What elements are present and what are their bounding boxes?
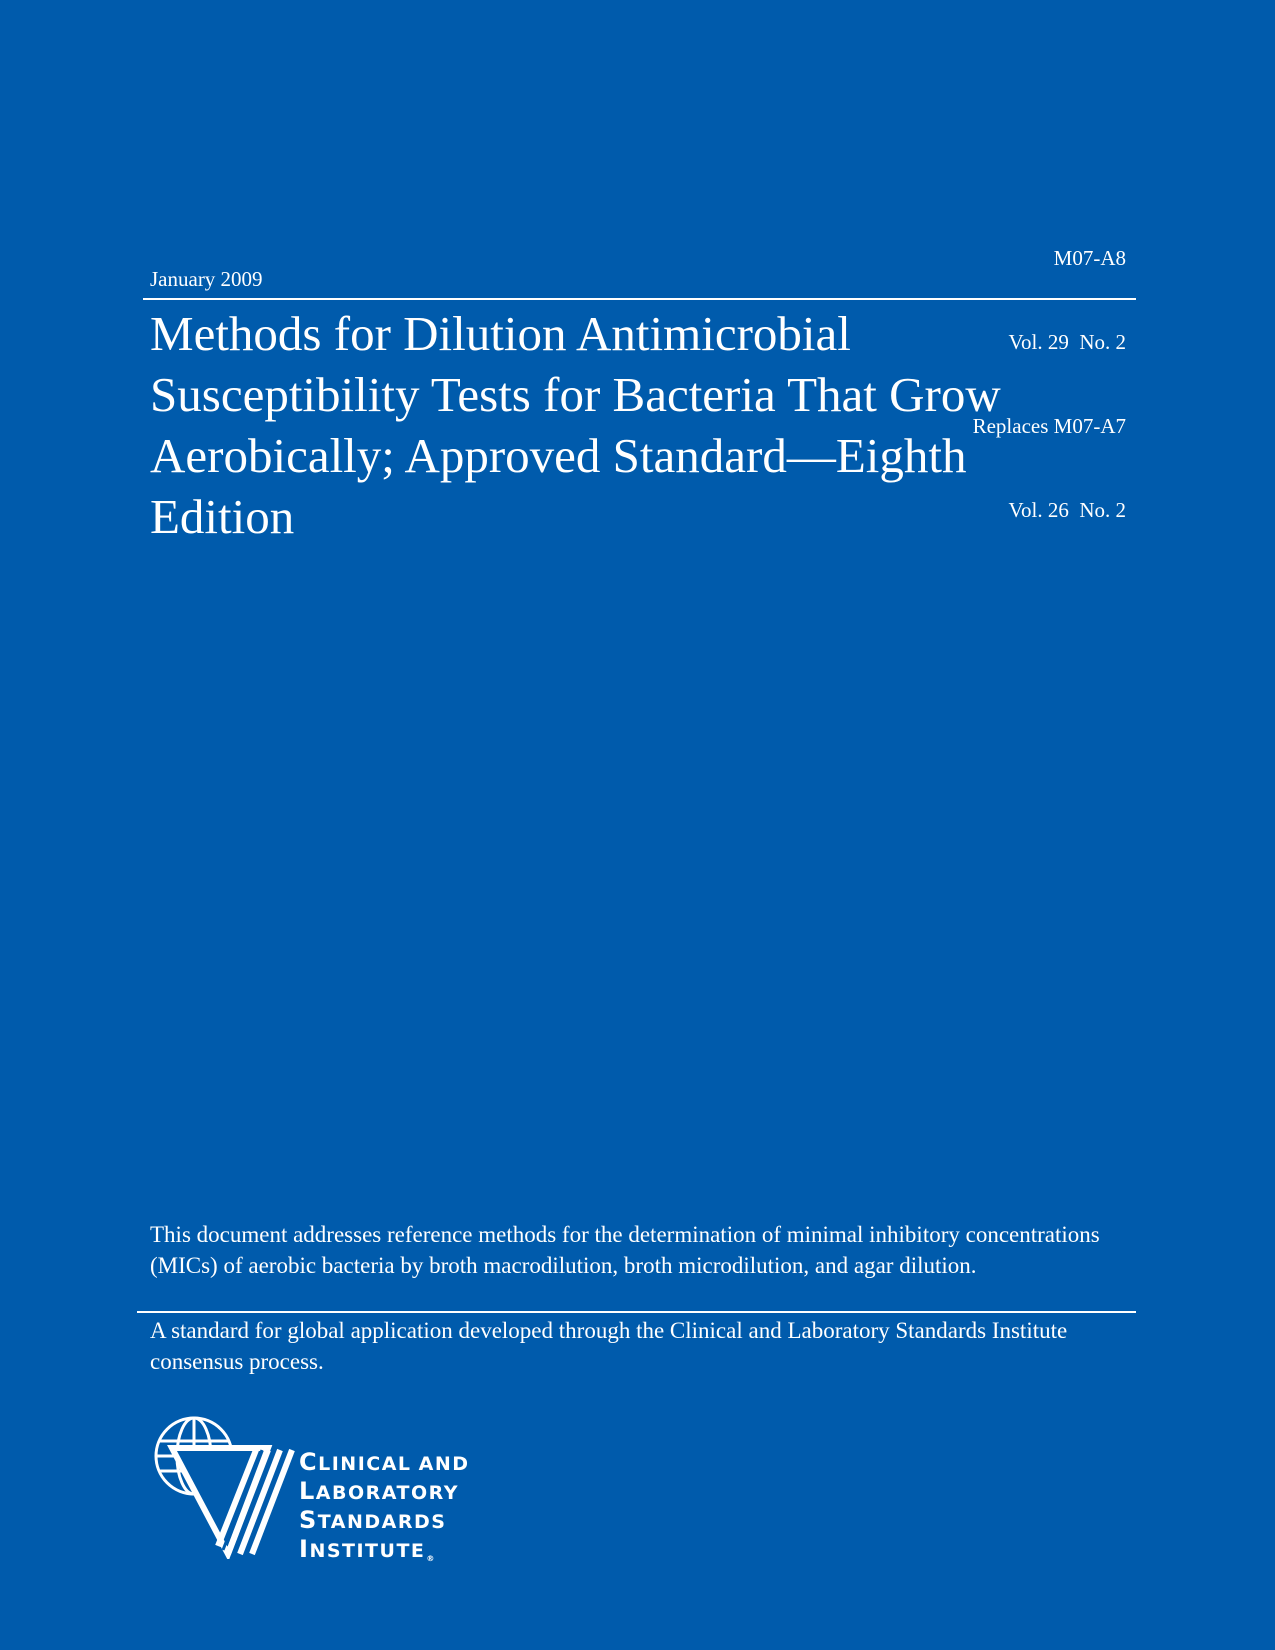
logo-line-standards: STANDARDS (299, 1506, 447, 1534)
logo-line-clinical-and: CLINICAL AND (299, 1448, 470, 1476)
document-code: M07-A8 (1053, 246, 1126, 270)
publication-date: January 2009 (150, 267, 263, 291)
document-volume: Vol. 29 No. 2 (1008, 330, 1126, 354)
clsi-logo (150, 1414, 550, 1564)
logo-line-institute: INSTITUTE® (299, 1535, 436, 1563)
clsi-logo-text (299, 1449, 470, 1565)
consensus-statement: A standard for global application developed through the Clinical and Laboratory Standards Institute consensus process. (150, 1318, 1068, 1374)
top-divider (143, 298, 1136, 300)
replaces-document: Replaces M07-A7 (972, 414, 1126, 438)
document-title: Methods for Dilution Antimicrobial Susceptibility Tests for Bacteria That Grow Aerobically; Approved Standard—Eighth Edition (150, 306, 1001, 544)
replaces-volume: Vol. 26 No. 2 (1008, 498, 1126, 522)
logo-line-laboratory: LABORATORY (299, 1477, 459, 1505)
document-description: This document addresses reference methods for the determination of minimal inhibitory concentrations (MICs) of aerobic bacteria by broth macrodilution, broth microdilution, and agar dilution. (150, 1222, 1100, 1278)
registered-mark: ® (426, 1554, 436, 1563)
globe-triangle-logo-icon (150, 1414, 300, 1559)
bottom-divider (137, 1311, 1136, 1313)
